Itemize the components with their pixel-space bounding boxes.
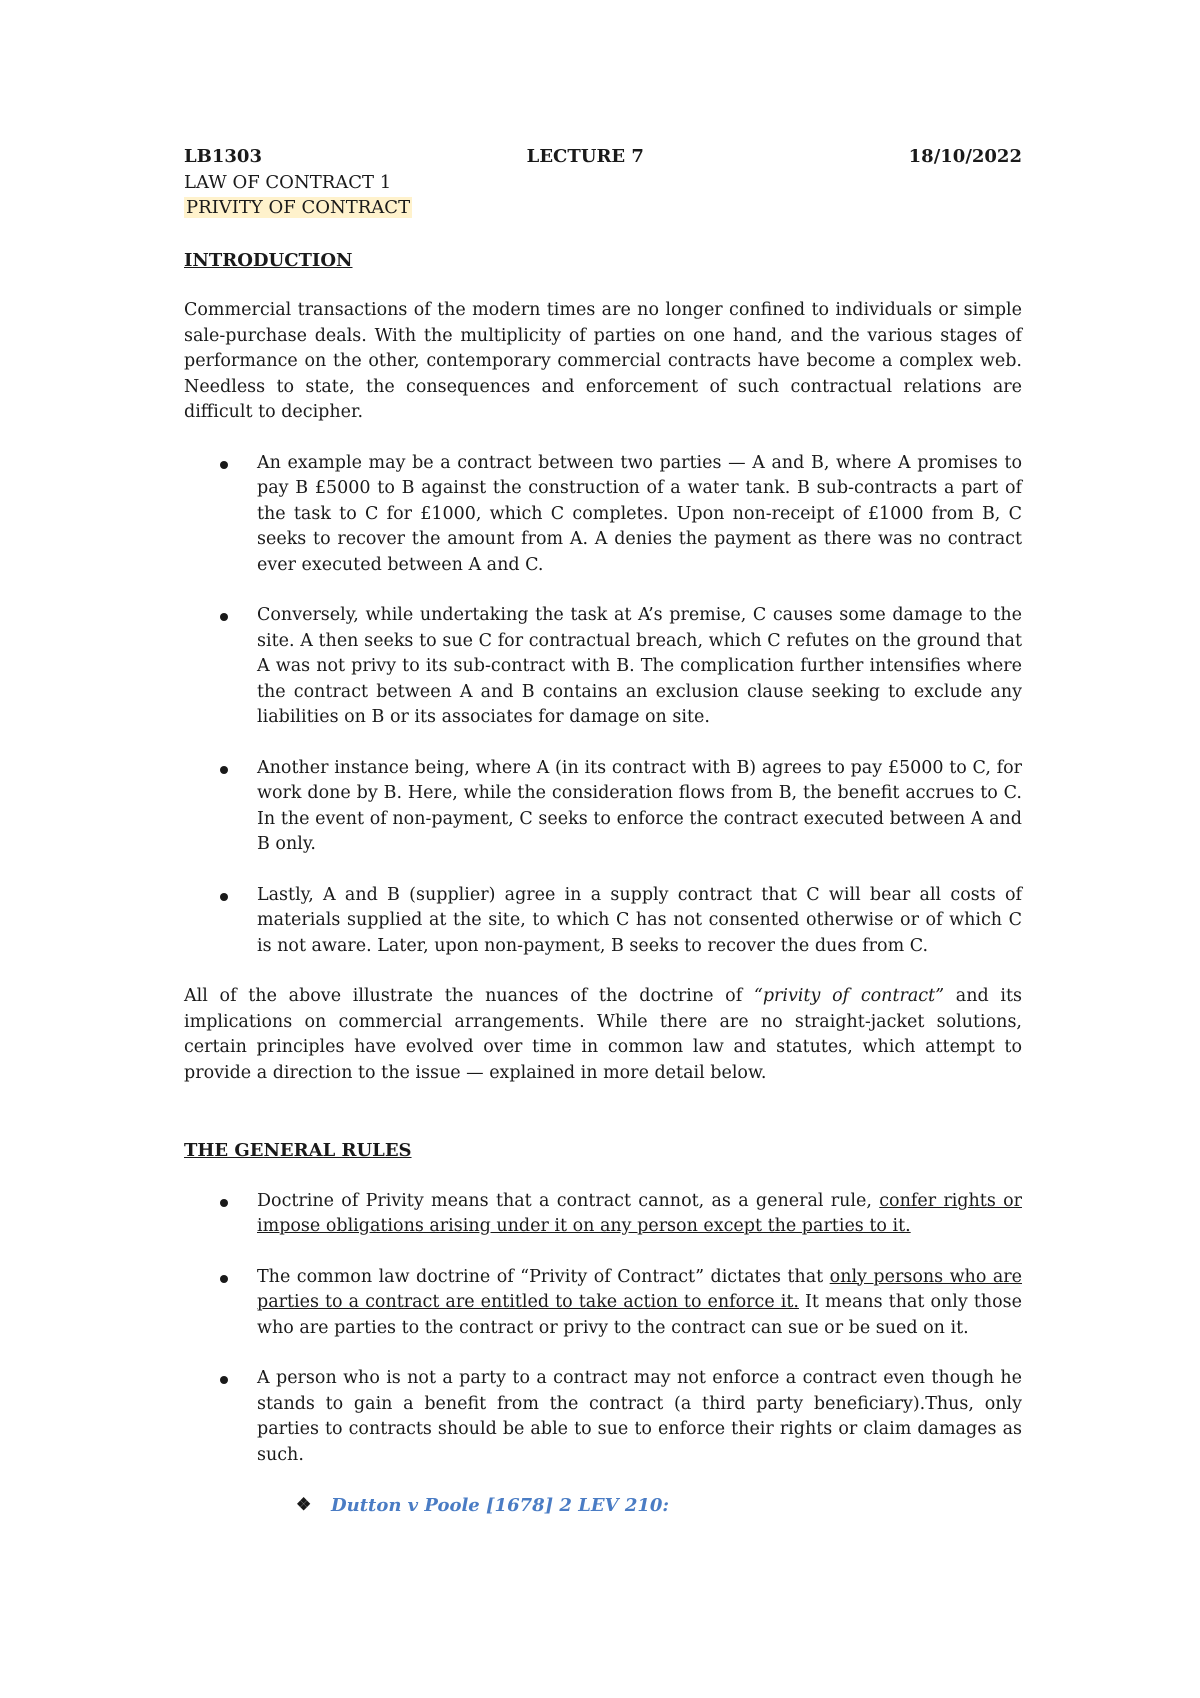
- list-item: [184, 1265, 1022, 1342]
- rule-text: It means that only those who are parties to the contract or privy to the contract can sue or be sued on it.: [257, 1292, 1022, 1338]
- bullet-icon: [220, 461, 228, 469]
- bullet-icon: [220, 893, 228, 901]
- rule-text: The common law doctrine of “Privity of Contract” dictates that: [257, 1266, 830, 1287]
- rule-underlined-text: only persons who are parties to a contract are entitled to take action to enforce it.: [257, 1266, 1022, 1312]
- bullet-icon: [220, 1199, 228, 1207]
- rule-text: A person who is not a party to a contract may not enforce a contract even though he stands to gain a benefit from the contract (a third party beneficiary).Thus, only parties to contracts should be able to sue to enforce their rights or claim damages as such.: [257, 1368, 1022, 1465]
- diamond-bullet-icon: ❖: [296, 1495, 312, 1515]
- list-item-text: Lastly, A and B (supplier) agree in a supply contract that C will bear all costs of materials supplied at the site, to which C has not consented otherwise or of which C is not aware. Later, upon non-payment, B seeks to recover the dues from C.: [257, 884, 1022, 956]
- intro-conclusion: [184, 984, 1022, 1086]
- general-rules-heading: THE GENERAL RULES: [184, 1140, 412, 1161]
- document-content: [184, 144, 1022, 1519]
- list-item: [184, 603, 1022, 731]
- conclusion-text: All of the above illustrate the nuances of the doctrine of: [184, 986, 754, 1006]
- lecture-number: LECTURE 7: [526, 146, 644, 167]
- conclusion-emphasis: “privity of contract”: [753, 986, 945, 1006]
- list-item: [184, 451, 1022, 579]
- rule-text: Doctrine of Privity means that a contract cannot, as a general rule,: [257, 1190, 880, 1211]
- list-item: [184, 756, 1022, 858]
- topic-title: PRIVITY OF CONTRACT: [186, 197, 411, 218]
- bullet-icon: [220, 1376, 228, 1384]
- course-title: LAW OF CONTRACT 1: [184, 171, 392, 193]
- list-item: [184, 1189, 1022, 1240]
- general-rules-list: [184, 1189, 1022, 1469]
- list-item: [184, 1366, 1022, 1468]
- lecture-header: [184, 144, 1022, 170]
- list-item: [184, 883, 1022, 960]
- list-item-text: Another instance being, where A (in its contract with B) agrees to pay £5000 to C, for work done by B. Here, while the consideration flows from B, the benefit accrues to C. In the event of non-payment, C seeks to enforce the contract executed between A and B only.: [257, 757, 1022, 854]
- lecture-date: 18/10/2022: [908, 146, 1022, 167]
- case-citation: [184, 1493, 1022, 1519]
- conclusion-text: and its implications on commercial arrangements. While there are no straight-jacket solutions, certain principles have evolved over time in common law and statutes, which attempt to provide a direction to the issue — explained in more detail below.: [184, 986, 1022, 1083]
- list-item-text: An example may be a contract between two parties — A and B, where A promises to pay B £5000 to B against the construction of a water tank. B sub-contracts a part of the task to C for £1000, which C completes. Upon non-receipt of £1000 from B, C seeks to recover the amount from A. A denies the payment as there was no contract ever executed between A and C.: [257, 452, 1022, 575]
- bullet-icon: [220, 1275, 228, 1283]
- introduction-heading: INTRODUCTION: [184, 249, 353, 271]
- topic-line: [184, 195, 1022, 221]
- intro-examples-list: [184, 451, 1022, 960]
- rule-underlined-text: confer rights or impose obligations arising under it on any person except the parties to it.: [257, 1190, 1022, 1236]
- list-item-text: Conversely, while undertaking the task at A’s premise, C causes some damage to the site. A then seeks to sue C for contractual breach, which C refutes on the ground that A was not privy to its sub-contract with B. The complication further intensifies where the contract between A and B contains an exclusion clause seeking to exclude any liabilities on B or its associates for damage on site.: [257, 605, 1022, 727]
- bullet-icon: [220, 613, 228, 621]
- bullet-icon: [220, 766, 228, 774]
- course-code: LB1303: [184, 146, 262, 167]
- case-name: Dutton v Poole [1678] 2 LEV 210:: [331, 1495, 670, 1516]
- intro-paragraph: Commercial transactions of the modern times are no longer confined to individuals or simple sale-purchase deals. With the multiplicity of parties on one hand, and the various stages of performance on the other, contemporary commercial contracts have become a complex web. Needless to state, the consequences and enforcement of such contractual relations are difficult to decipher.: [184, 300, 1022, 422]
